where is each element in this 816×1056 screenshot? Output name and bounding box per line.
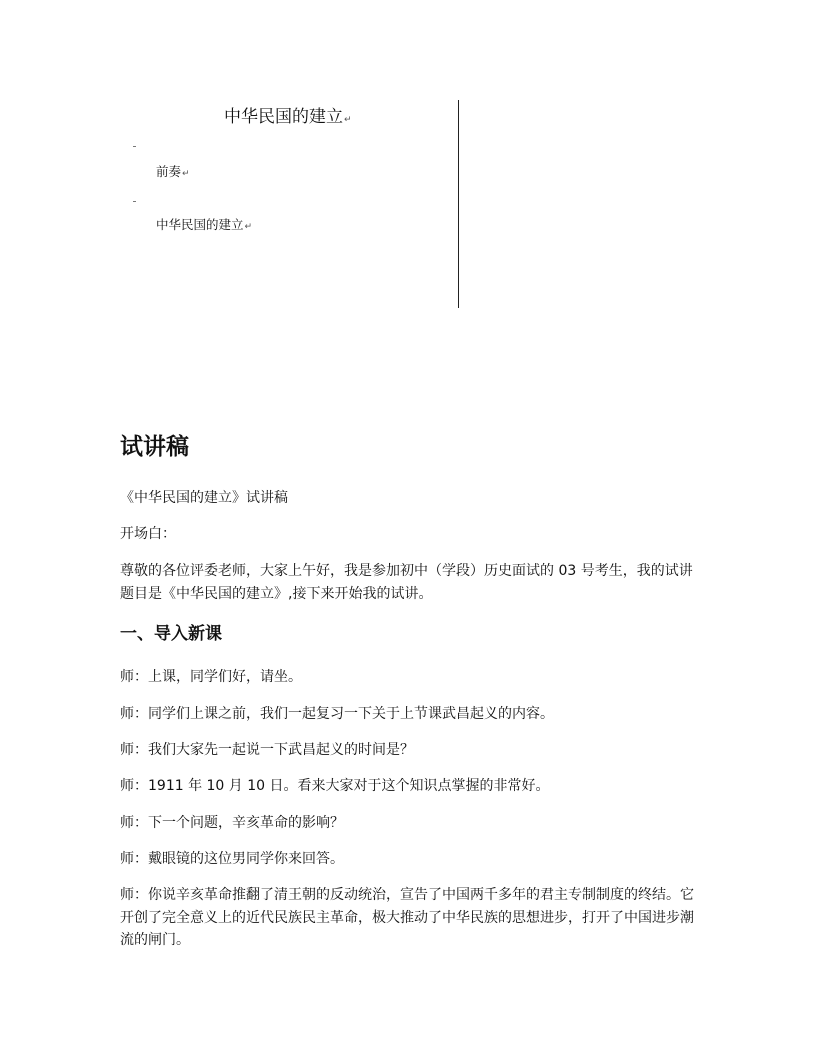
section-heading-intro: 一、导入新课	[120, 624, 222, 644]
blackboard-title: 中华民国的建立↵	[224, 107, 352, 127]
dialogue-line: 师：戴眼镜的这位男同学你来回答。	[120, 851, 344, 867]
opening-label: 开场白：	[120, 526, 176, 542]
bullet-tick	[133, 146, 136, 147]
bullet-tick	[133, 201, 136, 202]
blackboard-item-1: 前奏↵	[156, 164, 190, 179]
dialogue-line: 师：上课，同学们好，请坐。	[120, 669, 302, 685]
blackboard-divider	[458, 100, 459, 308]
paragraph-mark-icon: ↵	[244, 222, 253, 232]
dialogue-line: 师：你说辛亥革命推翻了清王朝的反动统治，宣告了中国两千多年的君主专制制度的终结。它开创了完全意义上的近代民族民主革命，极大推动了中华民族的思想进步，打开了中国进步潮流的闸门。	[120, 887, 694, 948]
paragraph-mark-icon: ↵	[344, 115, 352, 125]
opening-paragraph: 尊敬的各位评委老师，大家上午好，我是参加初中（学段）历史面试的 03 号考生，我的试讲题目是《中华民国的建立》,接下来开始我的试讲。	[120, 563, 693, 602]
blackboard-item-2: 中华民国的建立↵	[156, 217, 253, 232]
paragraph-mark-icon: ↵	[182, 169, 190, 179]
dialogue-line: 师：1911 年 10 月 10 日。看来大家对于这个知识点掌握的非常好。	[120, 778, 550, 794]
dialogue-line: 师：我们大家先一起说一下武昌起义的时间是？	[120, 742, 414, 758]
document-title: 试讲稿	[120, 434, 189, 460]
dialogue-line: 师：同学们上课之前，我们一起复习一下关于上节课武昌起义的内容。	[120, 706, 554, 722]
document-subtitle: 《中华民国的建立》试讲稿	[120, 490, 288, 506]
dialogue-line: 师：下一个问题，辛亥革命的影响？	[120, 815, 344, 831]
